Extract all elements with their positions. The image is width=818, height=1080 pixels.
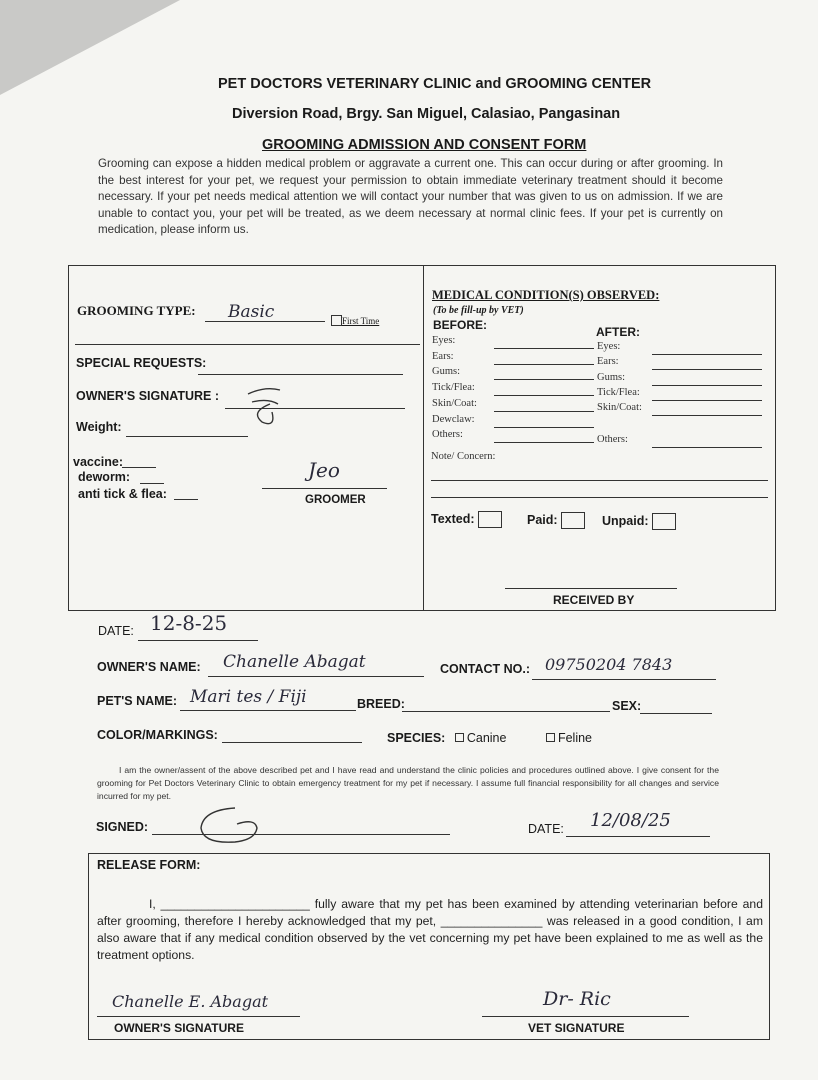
after-item-label: Ears: — [597, 356, 619, 367]
after-item-line[interactable] — [652, 400, 762, 401]
before-item-line[interactable] — [494, 411, 594, 412]
unpaid-checkbox[interactable] — [652, 513, 676, 530]
page-shadow — [0, 0, 180, 95]
medical-title: MEDICAL CONDITION(S) OBSERVED: — [432, 288, 660, 302]
after-item-line[interactable] — [652, 415, 762, 416]
release-text — [97, 896, 763, 964]
signed-label: SIGNED: — [96, 820, 149, 834]
after-item-label: Others: — [597, 434, 628, 445]
before-item-line[interactable] — [494, 379, 594, 380]
signed-date-label: DATE: — [528, 822, 564, 836]
after-item-line[interactable] — [652, 369, 762, 370]
owner-name-value[interactable]: Chanelle Abagat — [223, 652, 366, 672]
before-item-label: Dewclaw: — [432, 413, 475, 425]
species-field — [387, 731, 592, 745]
paid-label: Paid: — [527, 512, 558, 527]
release-owner-signature-label: OWNER'S SIGNATURE — [114, 1021, 244, 1035]
paid-checkbox[interactable] — [561, 512, 585, 529]
texted-field — [431, 511, 502, 528]
intro-text: Grooming can expose a hidden medical problem or aggravate a current one. This can occur during or after grooming. In the best interest for your pet, we request your permission to obtain immediate veterinary treatment should it become necessary. If your pet needs medical attention we will contact your number that was given to us on admission. If we are unable to contact you, your pet will be treated, as we deem necessary at normal clinic fees. If your pet is currently on medication, please inform us. — [98, 157, 723, 236]
groomer-value[interactable]: Jeo — [308, 458, 340, 482]
texted-label: Texted: — [431, 511, 475, 526]
special-requests-line[interactable] — [198, 374, 403, 375]
vaccine-label: vaccine: — [73, 455, 124, 469]
before-item-label: Skin/Coat: — [432, 397, 477, 409]
weight-line[interactable] — [126, 436, 248, 437]
note-line-2[interactable] — [431, 497, 768, 498]
after-item-line[interactable] — [652, 385, 762, 386]
after-item-label: Tick/Flea: — [597, 387, 640, 398]
owner-signature-scribble — [240, 382, 290, 430]
unpaid-field — [602, 513, 676, 530]
after-item-label: Gums: — [597, 372, 626, 383]
note-label: Note/ Concern: — [431, 451, 496, 462]
before-item-line[interactable] — [494, 442, 594, 443]
signed-date-line — [566, 836, 710, 837]
after-item-label: Skin/Coat: — [597, 402, 642, 413]
date-line — [138, 640, 258, 641]
before-item-label: Others: — [432, 429, 463, 441]
release-title: RELEASE FORM: — [97, 858, 201, 872]
contact-value[interactable]: 09750204 7843 — [545, 655, 673, 674]
note-line-1[interactable] — [431, 480, 768, 481]
owner-name-label: OWNER'S NAME: — [97, 660, 201, 674]
received-by-line[interactable] — [505, 588, 677, 589]
before-item-line[interactable] — [494, 364, 594, 365]
feline-label: Feline — [557, 731, 592, 745]
groomer-label: GROOMER — [305, 494, 366, 506]
after-item-label: Eyes: — [597, 341, 621, 352]
owner-name-line — [208, 676, 424, 677]
canine-checkbox[interactable] — [455, 733, 464, 742]
release-text-c: was released in a good condition, I am also aware that if any medical condition observed by the vet concerning my pet have been explained to me as well as the treatment options. — [97, 914, 763, 962]
sex-label: SEX: — [612, 699, 642, 713]
color-line[interactable] — [222, 742, 362, 743]
date-label: DATE: — [98, 624, 134, 638]
box-divider — [423, 265, 424, 610]
medical-subtitle: (To be fill-up by VET) — [433, 305, 524, 316]
breed-label: BREED: — [357, 697, 405, 711]
deworm-line[interactable] — [140, 483, 164, 484]
before-item-line[interactable] — [494, 427, 594, 428]
signed-signature-scribble — [195, 800, 275, 850]
anti-tick-line[interactable] — [174, 499, 198, 500]
anti-tick-label: anti tick & flea: — [78, 487, 167, 501]
species-label: SPECIES: — [387, 731, 446, 745]
signed-date-value[interactable]: 12/08/25 — [590, 810, 671, 831]
before-label: BEFORE: — [433, 318, 487, 332]
pet-name-label: PET'S NAME: — [97, 694, 178, 708]
color-label: COLOR/MARKINGS: — [97, 728, 218, 742]
grooming-extra-line — [75, 344, 420, 345]
before-item-label: Tick/Flea: — [432, 382, 475, 394]
groomer-line — [262, 488, 387, 489]
release-text-a: I, — [149, 897, 161, 911]
before-item-line[interactable] — [494, 395, 594, 396]
contact-label: CONTACT NO.: — [440, 662, 531, 676]
special-requests-label: SPECIAL REQUESTS: — [76, 356, 207, 370]
after-label: AFTER: — [596, 325, 640, 339]
first-time-checkbox[interactable] — [331, 315, 342, 326]
feline-checkbox[interactable] — [546, 733, 555, 742]
clinic-address: Diversion Road, Brgy. San Miguel, Calasiao, Pangasinan — [232, 106, 621, 122]
clinic-name: PET DOCTORS VETERINARY CLINIC and GROOMING CENTER — [218, 76, 652, 92]
paid-field — [527, 512, 585, 529]
deworm-label: deworm: — [78, 470, 131, 484]
release-text-b: fully aware that my pet has been examined by attending veterinarian before and after grooming, therefore I hereby acknowledged that my pet, — [97, 897, 763, 928]
after-item-line[interactable] — [652, 354, 762, 355]
vet-signature-value[interactable]: Dr- Ric — [543, 988, 611, 1010]
canine-label: Canine — [466, 731, 507, 745]
owner-signature-label: OWNER'S SIGNATURE : — [76, 389, 220, 403]
texted-checkbox[interactable] — [478, 511, 502, 528]
vet-signature-line — [482, 1016, 689, 1017]
pet-name-line — [180, 710, 356, 711]
after-item-line[interactable] — [652, 447, 762, 448]
release-blank-2[interactable]: _______________ — [440, 914, 543, 928]
weight-label: Weight: — [76, 420, 122, 434]
before-item-label: Eyes: — [432, 335, 456, 346]
first-time-label: First Time — [342, 316, 380, 326]
received-by-label: RECEIVED BY — [553, 593, 635, 607]
vet-signature-label: VET SIGNATURE — [528, 1021, 625, 1035]
consent-text: I am the owner/assent of the above described pet and I have read and understand the clinic policies and procedures outlined above. I give consent for the grooming for Pet Doctors Veterinary Clinic to obtain emergency treatment for my pet if necessary. I assume full financial responsibility for all changes and service incurred for my pet. — [97, 765, 719, 801]
breed-line[interactable] — [402, 711, 610, 712]
grooming-type-value[interactable]: Basic — [228, 302, 275, 322]
contact-line — [532, 679, 716, 680]
before-item-label: Ears: — [432, 350, 454, 362]
before-item-label: Gums: — [432, 366, 461, 378]
form-title: GROOMING ADMISSION AND CONSENT FORM — [262, 137, 587, 153]
grooming-type-label: GROOMING TYPE: — [77, 303, 196, 318]
before-item-line[interactable] — [494, 348, 594, 349]
vaccine-line[interactable] — [122, 467, 156, 468]
release-owner-signature-line — [97, 1016, 300, 1017]
release-owner-signature-value[interactable]: Chanelle E. Abagat — [112, 992, 269, 1011]
unpaid-label: Unpaid: — [602, 513, 649, 528]
release-blank-1[interactable]: ______________________ — [160, 897, 310, 911]
sex-line[interactable] — [640, 713, 712, 714]
pet-name-value[interactable]: Mari tes / Fiji — [190, 687, 307, 707]
date-value[interactable]: 12-8-25 — [150, 611, 228, 635]
